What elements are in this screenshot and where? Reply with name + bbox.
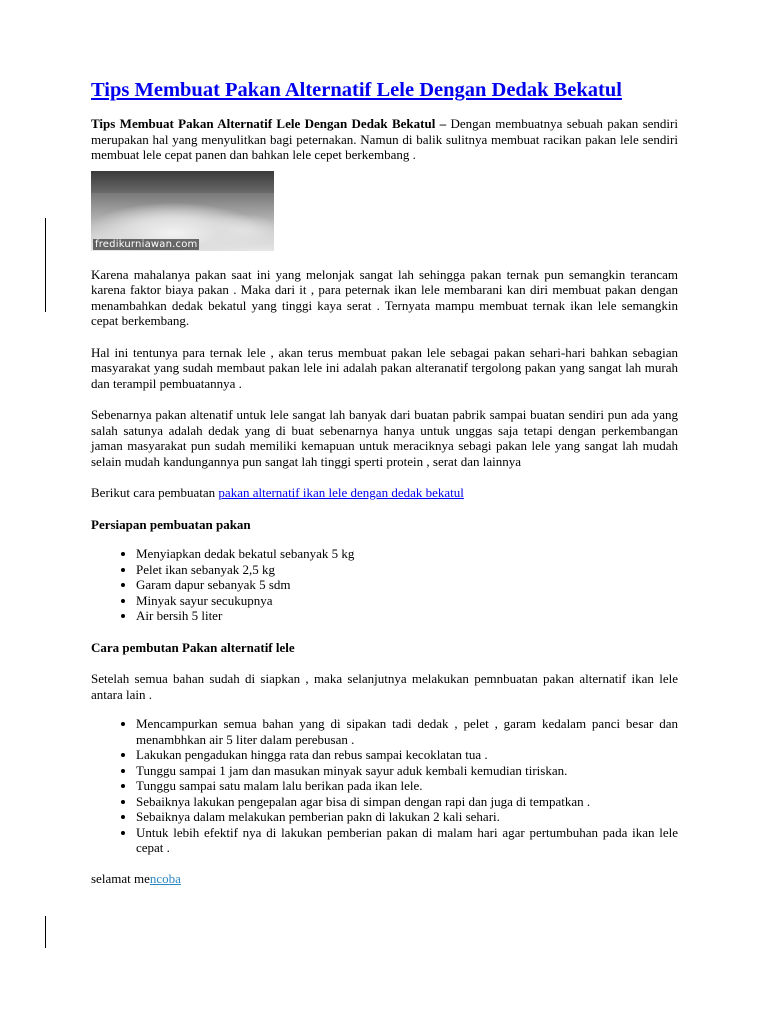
image-background [91,171,274,193]
link-prefix: Berikut cara pembuatan [91,485,219,500]
margin-mark-top [45,218,46,312]
article-link[interactable]: pakan alternatif ikan lele dengan dedak bekatul [218,485,464,500]
list-item: • Sebaiknya lakukan pengepalan agar bisa di simpan dengan rapi dan juga di tempatkan . [136,794,678,810]
ingredients-list [91,546,678,624]
intro-lead: Tips Membuat Pakan Alternatif Lele Dengan Dedak Bekatul – [91,116,447,131]
list-item: • Minyak sayur secukupnya [136,593,678,609]
list-item: • Untuk lebih efektif nya di lakukan pemberian pakan di malam hari agar pertumbuhan pada ikan lele cepat . [136,825,678,856]
method-intro: Setelah semua bahan sudah di siapkan , maka selanjutnya melakukan pemnbuatan pakan alternatif ikan lele antara lain . [91,671,678,702]
list-item: • Sebaiknya dalam melakukan pemberian pakn di lakukan 2 kali sehari. [136,809,678,825]
document-page [91,78,678,886]
link-paragraph [91,485,678,501]
list-item: • Menyiapkan dedak bekatul sebanyak 5 kg [136,546,678,562]
list-item: • Tunggu sampai satu malam lalu berikan pada ikan lele. [136,778,678,794]
steps-list [91,716,678,856]
body-paragraph-2: Hal ini tentunya para ternak lele , akan terus membuat pakan lele sebagai pakan sehari-hari bahkan sebagian masyarakat yang sudah membaut pakan lele ini adalah pakan alteranatif tergolong pakan yang sangat lah murah dan terampil pembuatannya . [91,344,678,391]
article-image [91,171,274,251]
list-item: • Lakukan pengadukan hingga rata dan rebus sampai kecoklatan tua . [136,747,678,763]
intro-paragraph [91,116,678,163]
body-paragraph-3: Sebenarnya pakan altenatif untuk lele sangat lah banyak dari buatan pabrik sampai buatan sendiri pun ada yang salah satunya adalah dedak yang di buat sebenarnya hanya untuk unggas saja tetapi dengan perkembangan jaman masyarakat pun sudah memiliki kemapuan untuk meraciknya sebagi pakan lele yang sangat lah mudah selain mudah kandungannya pun sangat lah tinggi sperti protein , serat dan lainnya [91,407,678,469]
section-heading-method: Cara pembutan Pakan alternatif lele [91,639,295,655]
section-heading-preparation: Persiapan pembuatan pakan [91,516,251,532]
closing-link[interactable]: ncoba [149,870,181,886]
closing-line [91,871,678,887]
list-item: • Mencampurkan semua bahan yang di sipakan tadi dedak , pelet , garam kedalam panci besar dan menambhkan air 5 liter dalam perebusan . [136,716,678,747]
closing-text: selamat me [91,870,150,886]
list-item: • Air bersih 5 liter [136,608,678,624]
image-watermark: fredikurniawan.com [95,238,198,250]
margin-mark-bottom [45,916,46,948]
list-item: • Pelet ikan sebanyak 2,5 kg [136,562,678,578]
intro-text: Dengan membuatnya sebuah pakan sendiri merupakan hal yang menyulitkan bagi peternakan. Namun di balik sulitnya membuat racikan pakan lele sendiri membuat lele cepat panen dan bahkan lele cepet berkembang . [91,116,678,162]
list-item: • Garam dapur sebanyak 5 sdm [136,577,678,593]
body-paragraph-1: Karena mahalanya pakan saat ini yang melonjak sangat lah sehingga pakan ternak pun semangkin terancam karena faktor biaya pakan . Maka dari it , para peternak ikan lele membarani kan diri membuat pakan dengan menambahkan dedak bekatul yang tinggi kaya serat . Ternyata mampu membuat ternak ikan lele semangkin cepat berkembang. [91,266,678,328]
article-title[interactable]: Tips Membuat Pakan Alternatif Lele Dengan Dedak Bekatul [91,79,622,101]
list-item: • Tunggu sampai 1 jam dan masukan minyak sayur aduk kembali kemudian tiriskan. [136,763,678,779]
